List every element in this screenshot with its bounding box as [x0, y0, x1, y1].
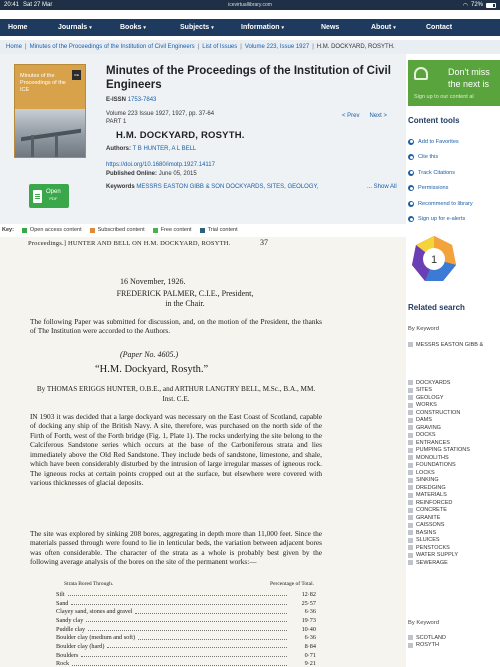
keyword-option[interactable]: [408, 529, 500, 537]
open-pdf-sub: PDF: [49, 196, 58, 201]
keyword-checkbox[interactable]: [408, 448, 413, 453]
legend-label: Open access content: [29, 227, 82, 233]
strata-row: [56, 642, 316, 651]
strata-name: Silt: [56, 590, 65, 598]
keyword-checkbox[interactable]: [408, 553, 413, 558]
keyword-label: MONOLITHS: [416, 454, 449, 461]
dot-leader: [72, 662, 287, 666]
strata-name: Boulder clay (hard): [56, 642, 105, 650]
meeting-date: 16 November, 1926.: [120, 277, 186, 286]
arrow-circle-icon: [408, 216, 414, 222]
strata-percentage: 8·84: [304, 642, 316, 650]
keyword-option[interactable]: [408, 462, 500, 470]
arrow-circle-icon: [408, 201, 414, 207]
keyword-label: SLUICES: [416, 537, 440, 544]
issue-pager: [342, 113, 387, 119]
strata-name: Sand: [56, 599, 69, 607]
keyword-checkbox[interactable]: [408, 635, 413, 640]
keyword-option[interactable]: [408, 522, 500, 530]
keyword-option[interactable]: [408, 394, 500, 402]
keyword-label: SINKING: [416, 477, 439, 484]
strata-percentage: 6·36: [304, 608, 316, 616]
published-value: June 05, 2015: [158, 171, 197, 177]
tool-add-to-favorites[interactable]: [408, 134, 498, 150]
status-bar: [0, 0, 500, 10]
bridge-pillar: [55, 135, 58, 157]
wifi-icon: ◠: [462, 2, 468, 9]
arrow-circle-icon: [408, 185, 414, 191]
bridge-pillar: [31, 135, 34, 157]
keyword-label: DOCKS: [416, 432, 436, 439]
dot-leader: [107, 644, 287, 648]
keyword-checkbox[interactable]: [408, 643, 413, 648]
keywords: [106, 184, 396, 190]
keyword-label: DREDGING: [416, 484, 446, 491]
breadcrumb-separator: |: [197, 44, 200, 50]
keyword-checkbox[interactable]: [408, 500, 413, 505]
keyword-checkbox[interactable]: [408, 342, 413, 347]
volume-line: Volume 223 Issue 1927, 1927, pp. 37-64: [106, 111, 215, 117]
strata-row: [56, 660, 316, 667]
keyword-option[interactable]: [408, 507, 500, 515]
legend-item: [90, 227, 145, 233]
breadcrumb: [0, 40, 500, 54]
keyword-label: BASINS: [416, 529, 437, 536]
strata-percentage: 9·21: [304, 660, 316, 667]
keyword-checkbox[interactable]: [408, 440, 413, 445]
keyword-checkbox[interactable]: [408, 380, 413, 385]
key-label: Key:: [2, 227, 14, 233]
strata-row: [56, 633, 316, 642]
keyword-label: SEWERAGE: [416, 559, 448, 566]
keyword-option[interactable]: [408, 559, 500, 567]
strata-table-head: [64, 581, 314, 587]
cover-photo: [15, 109, 85, 157]
keyword-label: CAISSONS: [416, 522, 445, 529]
strata-percentage: 10·40: [301, 625, 316, 633]
eissn: [106, 97, 156, 103]
keyword-option[interactable]: [408, 634, 500, 642]
chevron-down-icon: ▾: [211, 24, 214, 31]
keyword-label: SITES: [416, 387, 432, 394]
journal-cover[interactable]: [14, 64, 86, 158]
strata-row: [56, 599, 316, 608]
keyword-label: PUMPING STATIONS: [416, 447, 470, 454]
keyword-option[interactable]: [408, 642, 500, 650]
content-key: [0, 224, 406, 236]
tool-recommend-to-library[interactable]: [408, 196, 498, 212]
keyword-label: WORKS: [416, 402, 437, 409]
date: Sat 27 Mar: [23, 2, 53, 8]
strata-percentage: 6·36: [304, 634, 316, 642]
keyword-list-secondary: [408, 379, 500, 567]
keyword-list-location: [408, 634, 500, 649]
tool-label: Cite this: [418, 154, 439, 161]
nav-journals[interactable]: [58, 24, 92, 31]
keyword-option[interactable]: [408, 432, 500, 440]
legend-label: Trial content: [207, 227, 238, 233]
by-keyword-label: By Keyword: [408, 326, 439, 332]
breadcrumb-separator: |: [240, 44, 242, 50]
keyword-checkbox[interactable]: [408, 538, 413, 543]
keyword-checkbox[interactable]: [408, 493, 413, 498]
keywords-links[interactable]: MESSRS EASTON GIBB & SON DOCKYARDS, SITES, GEOLOGY,: [136, 184, 319, 190]
nav-label: Home: [8, 24, 28, 31]
keyword-label: DOCKYARDS: [416, 379, 451, 386]
scan-title: “H.M. Dockyard, Rosyth.”: [95, 364, 209, 375]
nav-label: Books: [120, 24, 142, 31]
legend-swatch: [90, 228, 95, 233]
running-head: Proceedings.] HUNTER AND BELL ON H.M. DOCKYARD, ROSYTH.: [28, 240, 231, 247]
keyword-list-primary: [408, 341, 500, 349]
keyword-option[interactable]: [408, 379, 500, 387]
tool-cite-this[interactable]: [408, 150, 498, 166]
legend-swatch: [200, 228, 205, 233]
nav-label: Journals: [58, 24, 88, 31]
keyword-label: ENTRANCES: [416, 439, 450, 446]
right-sidebar: [406, 54, 500, 667]
keyword-checkbox[interactable]: [408, 523, 413, 528]
keyword-option[interactable]: [408, 439, 500, 447]
chevron-down-icon: ▾: [89, 24, 92, 31]
strata-percentage: 19·73: [301, 616, 316, 624]
chevron-down-icon: ▾: [281, 24, 285, 31]
keyword-label: SCOTLAND: [416, 634, 446, 641]
content-tools-list: [408, 134, 498, 227]
article-title: H.M. DOCKYARD, ROSYTH.: [116, 130, 245, 141]
keyword-option[interactable]: [408, 402, 500, 410]
dot-leader: [71, 601, 287, 605]
dot-leader: [135, 610, 287, 614]
keyword-label: GRANITE: [416, 514, 441, 521]
keyword-label: GRAVING: [416, 424, 441, 431]
tool-label: Sign up for e-alerts: [418, 216, 466, 223]
keyword-checkbox[interactable]: [408, 395, 413, 400]
paper-number: (Paper No. 4605.): [120, 350, 179, 359]
battery-percent: 72%: [470, 2, 483, 8]
keyword-label: REINFORCED: [416, 499, 453, 506]
legend-swatch: [153, 228, 158, 233]
keyword-option[interactable]: [408, 544, 500, 552]
nav-label: About: [371, 24, 392, 31]
byline: By THOMAS ERIGGS HUNTER, O.B.E., and ARTHUR LANGTRY BELL, M.Sc., B.A., MM. Inst. C.E.: [36, 385, 316, 403]
strata-percentage: 25·57: [301, 599, 316, 607]
authors: [106, 146, 196, 152]
strata-name: Puddle clay: [56, 625, 86, 633]
strata-name: Rock: [56, 660, 70, 667]
content-tools-heading: Content tools: [408, 116, 460, 125]
strata-name: Boulder clay (medium and soft): [56, 634, 136, 642]
nav-subjects[interactable]: [180, 24, 214, 31]
strata-percentage: 0·71: [304, 651, 316, 659]
breadcrumb-item: H.M. DOCKYARD, ROSYTH.: [316, 44, 395, 50]
keyword-option[interactable]: [408, 499, 500, 507]
keywords-label: Keywords: [106, 184, 135, 190]
strata-name: Sandy clay: [56, 616, 84, 624]
open-pdf-button[interactable]: [29, 184, 69, 208]
breadcrumb-item[interactable]: Minutes of the Proceedings of the Institution of Civil Engineers: [29, 44, 195, 50]
strata-table: [56, 590, 316, 667]
nav-label: Contact: [426, 24, 453, 31]
bridge-shape: [21, 129, 81, 141]
keyword-checkbox[interactable]: [408, 530, 413, 535]
arrow-circle-icon: [408, 154, 414, 160]
keyword-checkbox[interactable]: [408, 403, 413, 408]
battery-icon: [486, 3, 496, 8]
tool-label: Track Citations: [418, 169, 456, 176]
dot-leader: [88, 627, 287, 631]
legend-item: [153, 227, 192, 233]
legend-label: Free content: [160, 227, 192, 233]
published-date: [106, 171, 197, 177]
keyword-option[interactable]: [408, 477, 500, 485]
keyword-option[interactable]: [408, 469, 500, 477]
strata-row: [56, 625, 316, 634]
chair-line: [65, 289, 305, 310]
keyword-option[interactable]: [408, 484, 500, 492]
open-pdf-label: Open: [46, 189, 61, 196]
bell-icon: [414, 67, 428, 80]
keyword-option[interactable]: [408, 387, 500, 395]
strata-head-left: Strata Bored Through.: [64, 581, 114, 587]
breadcrumb-separator: |: [25, 44, 27, 50]
keyword-checkbox[interactable]: [408, 418, 413, 423]
keyword-checkbox[interactable]: [408, 485, 413, 490]
nav-label: News: [321, 24, 340, 31]
intro-paragraph: The following Paper was submitted for discussion, and, on the motion of the President, the thanks of The Institution were accorded to the Authors.: [30, 317, 322, 336]
keyword-label: ROSYTH: [416, 642, 439, 649]
keyword-checkbox[interactable]: [408, 455, 413, 460]
legend-swatch: [22, 228, 27, 233]
ice-logo: ICE: [72, 70, 81, 80]
alerts-promo[interactable]: [408, 60, 500, 106]
by-keyword-label-2: By Keyword: [408, 620, 439, 626]
journal-title[interactable]: Minutes of the Proceedings of the Institution of Civil Engineers: [106, 65, 391, 92]
strata-name: Boulders: [56, 651, 79, 659]
keyword-option[interactable]: [408, 552, 500, 560]
strata-row: [56, 607, 316, 616]
strata-row: [56, 651, 316, 660]
chevron-down-icon: ▾: [393, 24, 396, 31]
legend-item: [200, 227, 238, 233]
keyword-label: DAMS: [416, 417, 432, 424]
keyword-option[interactable]: [408, 424, 500, 432]
keyword-label: MATERIALS: [416, 492, 447, 499]
keyword-checkbox[interactable]: [408, 478, 413, 483]
keyword-checkbox[interactable]: [408, 508, 413, 513]
keyword-option[interactable]: [408, 417, 500, 425]
keyword-checkbox[interactable]: [408, 410, 413, 415]
arrow-circle-icon: [408, 170, 414, 176]
tool-permissions[interactable]: [408, 181, 498, 197]
keyword-label: CONCRETE: [416, 507, 447, 514]
pdf-icon: [33, 190, 42, 203]
eissn-label: E-ISSN: [106, 97, 127, 103]
part-label: PART 1: [106, 119, 127, 125]
cover-title: Minutes of the Proceedings of the ICE: [20, 73, 66, 93]
keyword-checkbox[interactable]: [408, 560, 413, 565]
strata-row: [56, 616, 316, 625]
nav-home[interactable]: [8, 24, 27, 31]
address-url[interactable]: icevirtuallibrary.com: [228, 2, 272, 8]
tool-sign-up-for-e-alerts[interactable]: [408, 212, 498, 228]
tool-track-citations[interactable]: [408, 165, 498, 181]
nav-contact[interactable]: [426, 24, 452, 31]
keyword-option[interactable]: [408, 514, 500, 522]
prev-link[interactable]: < Prev: [342, 113, 360, 119]
nav-label: Information: [241, 24, 280, 31]
next-link[interactable]: Next >: [369, 113, 388, 119]
promo-line-1: Don't miss: [448, 67, 490, 77]
keyword-checkbox[interactable]: [408, 433, 413, 438]
nav-news[interactable]: [321, 24, 339, 31]
breadcrumb-separator: |: [312, 44, 314, 50]
keyword-option[interactable]: [408, 492, 500, 500]
strata-row: [56, 590, 316, 599]
keyword-checkbox[interactable]: [408, 470, 413, 475]
arrow-circle-icon: [408, 139, 414, 145]
keyword-checkbox[interactable]: [408, 515, 413, 520]
show-all-keywords[interactable]: ... Show All: [367, 184, 397, 190]
dot-leader: [138, 636, 287, 640]
keyword-label: PENSTOCKS: [416, 544, 450, 551]
keyword-checkbox[interactable]: [408, 463, 413, 468]
page-number: 37: [260, 238, 268, 247]
dot-leader: [81, 653, 287, 657]
dot-leader: [68, 592, 287, 596]
authors-links[interactable]: T B HUNTER, A L BELL: [132, 146, 197, 152]
promo-line-2: the next is: [448, 79, 490, 89]
keyword-checkbox[interactable]: [408, 425, 413, 430]
clock: 20:41: [4, 2, 20, 8]
keyword-checkbox[interactable]: [408, 545, 413, 550]
badge-value: 1: [430, 254, 438, 266]
keyword-option[interactable]: [408, 537, 500, 545]
scanned-page: [0, 237, 406, 667]
promo-line-3: Sign up to our content al: [414, 94, 474, 100]
chair-line-1: FREDERICK PALMER, C.I.E., President,: [116, 289, 254, 298]
chair-line-2: in the Chair.: [165, 299, 205, 309]
keyword-label: MESSRS EASTON GIBB &: [416, 341, 484, 348]
authors-label: Authors:: [106, 146, 131, 152]
strata-name: Clayey sand, stones and gravel: [56, 608, 133, 616]
keyword-label: FOUNDATIONS: [416, 462, 456, 469]
nav-about[interactable]: [371, 24, 396, 31]
altmetric-badge[interactable]: [409, 234, 459, 284]
keyword-option[interactable]: [408, 409, 500, 417]
nav-books[interactable]: [120, 24, 146, 31]
main-nav: [0, 19, 500, 36]
body-paragraph-2: The site was explored by sinking 208 bores, aggregating in depth more than 11,000 feet. Since the materials passed through were found to lie in lenticular beds, the variation between adjacent bores was often considerable. The character of the strata as a whole is probably best given by the following average analysis of the bores on the site of the permanent works:—: [30, 529, 322, 567]
breadcrumb-item[interactable]: Volume 223, Issue 1927: [244, 44, 310, 50]
legend-label: Subscribed content: [97, 227, 145, 233]
keyword-option[interactable]: [408, 341, 500, 349]
keyword-label: GEOLOGY: [416, 394, 444, 401]
tool-label: Permissions: [418, 185, 449, 192]
tool-label: Add to Favorites: [418, 138, 459, 145]
keyword-label: CONSTRUCTION: [416, 409, 461, 416]
chevron-down-icon: ▾: [143, 24, 146, 31]
nav-label: Subjects: [180, 24, 210, 31]
keyword-label: LOCKS: [416, 469, 435, 476]
legend-item: [22, 227, 82, 233]
strata-head-right: Percentage of Total.: [270, 581, 314, 587]
breadcrumb-item[interactable]: List of Issues: [202, 44, 238, 50]
related-search-heading: Related search: [408, 303, 465, 312]
published-label: Published Online:: [106, 171, 158, 177]
keyword-label: WATER SUPPLY: [416, 552, 459, 559]
dot-leader: [86, 618, 287, 622]
keyword-option[interactable]: [408, 454, 500, 462]
doi-link[interactable]: https://doi.org/10.1680/imotp.1927.14117: [106, 162, 215, 168]
body-paragraph-1: IN 1903 it was decided that a large dockyard was necessary on the East Coast of Scotland, capable of docking any ship of the British Navy. A site, therefore, was purchased on the north side of the Firth of Forth, west of the Forth bridge (Fig. 1, Plate 1). The rocks underlying the site belong to the Calciferous Sandstone series which occurs at the base of the Carboniferous strata and lies immediately above the Old Red Sandstone. They include beds of sandstone, limestone, and shale, which have been considerably disturbed by the intrusion of large irregular masses of igneous rock. The igneous rocks at certain points cropped out at the surface, but elsewhere were covered with various thicknesses of glacial deposits.: [30, 412, 322, 488]
tool-label: Recommend to library: [418, 200, 473, 207]
breadcrumb-item[interactable]: Home: [6, 44, 23, 50]
nav-information[interactable]: [241, 24, 284, 31]
strata-percentage: 12·82: [301, 590, 316, 598]
keyword-option[interactable]: [408, 447, 500, 455]
keyword-checkbox[interactable]: [408, 388, 413, 393]
eissn-value[interactable]: 1753-7843: [127, 97, 157, 103]
